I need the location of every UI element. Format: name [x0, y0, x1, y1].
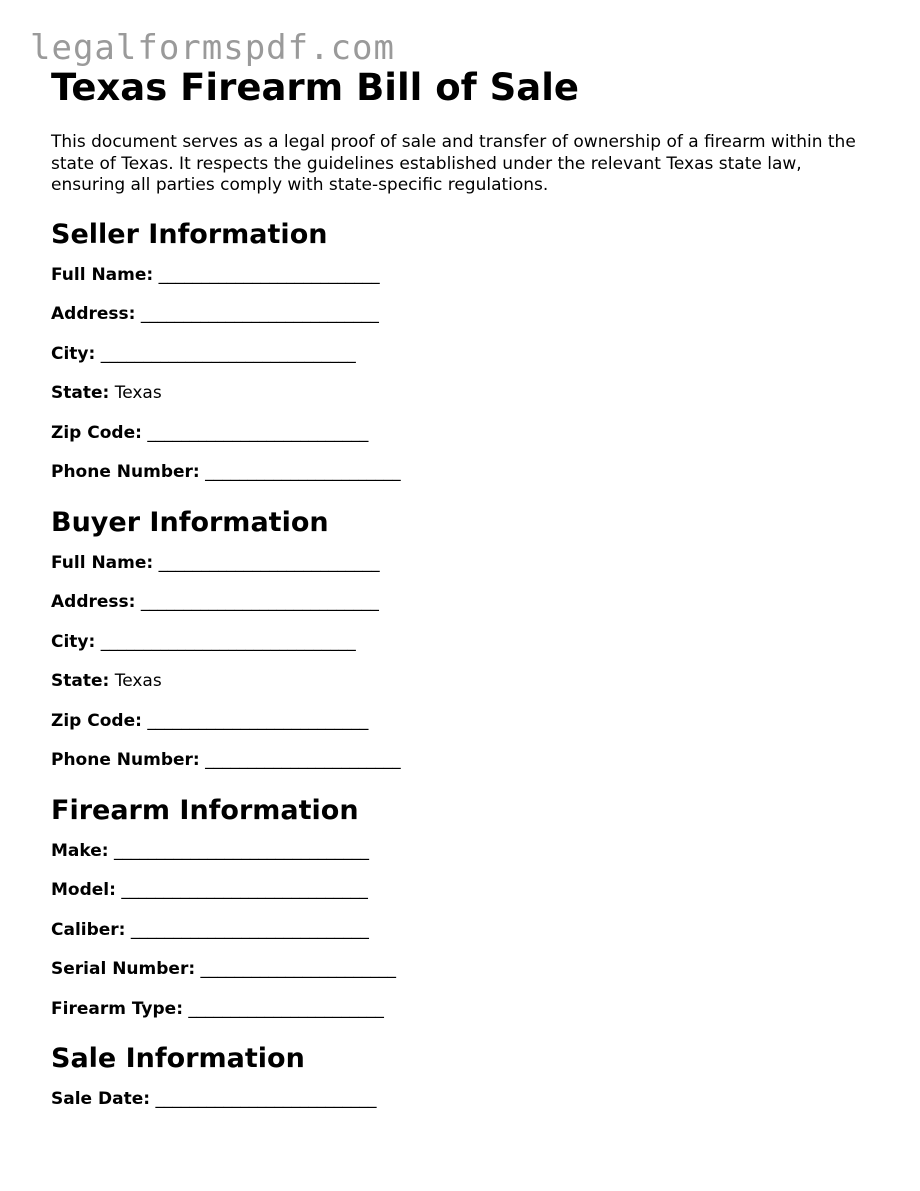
- field-sale-date: [51, 1080, 861, 1120]
- fill-in-blank[interactable]: _______________________: [205, 750, 401, 770]
- field-city: [51, 623, 861, 663]
- field-label: State:: [51, 383, 110, 403]
- section-heading: Firearm Information: [51, 794, 359, 826]
- fill-in-blank[interactable]: ______________________________: [100, 631, 356, 652]
- field-label: Full Name:: [51, 264, 154, 285]
- field-caliber: [51, 911, 861, 951]
- fill-in-blank[interactable]: ______________________________: [100, 343, 356, 364]
- field-label: Serial Number:: [51, 959, 196, 979]
- field-label: Zip Code:: [51, 422, 142, 443]
- section-heading: Sale Information: [51, 1043, 305, 1074]
- section-heading: Buyer Information: [51, 506, 329, 538]
- fill-in-blank[interactable]: _______________________: [205, 462, 401, 482]
- section-sale-information: [51, 1042, 861, 1120]
- fill-in-blank[interactable]: __________________________: [147, 422, 369, 443]
- field-list: [51, 832, 861, 1030]
- field-address: [51, 583, 861, 623]
- field-state: [51, 662, 861, 702]
- fill-in-blank[interactable]: ____________________________: [140, 304, 379, 324]
- field-make: [51, 832, 861, 872]
- field-label: Model:: [51, 880, 116, 900]
- fill-in-blank[interactable]: _______________________: [188, 998, 384, 1019]
- section-seller-information: [51, 218, 861, 493]
- document-title: Texas Firearm Bill of Sale: [51, 66, 580, 109]
- field-list: [51, 1080, 861, 1120]
- field-label: Make:: [51, 840, 109, 861]
- fill-in-blank[interactable]: ______________________________: [113, 840, 369, 861]
- field-full-name: [51, 256, 861, 296]
- section-firearm-information: [51, 794, 861, 1030]
- document-body: [51, 66, 861, 1120]
- field-label: City:: [51, 631, 96, 652]
- field-label: Address:: [51, 592, 136, 612]
- fill-in-blank[interactable]: __________________________: [147, 710, 369, 731]
- field-label: City:: [51, 343, 96, 364]
- field-address: [51, 295, 861, 335]
- fill-in-blank[interactable]: ____________________________: [140, 592, 379, 612]
- section-heading: Seller Information: [51, 218, 328, 250]
- fill-in-blank[interactable]: __________________________: [158, 264, 380, 285]
- section-buyer-information: [51, 506, 861, 781]
- field-label: Phone Number:: [51, 462, 200, 482]
- field-list: [51, 544, 861, 781]
- field-value: Texas: [114, 383, 162, 403]
- field-value: Texas: [114, 671, 162, 691]
- field-phone-number: [51, 741, 861, 781]
- field-label: Phone Number:: [51, 750, 200, 770]
- field-model: [51, 871, 861, 911]
- field-zip-code: [51, 702, 861, 742]
- field-full-name: [51, 544, 861, 584]
- form-sections: [51, 218, 861, 1120]
- watermark: legalformspdf.com: [30, 28, 395, 68]
- field-label: Sale Date:: [51, 1089, 151, 1109]
- fill-in-blank[interactable]: _______________________: [200, 959, 397, 979]
- field-label: State:: [51, 671, 110, 691]
- field-label: Full Name:: [51, 552, 154, 573]
- field-firearm-type: [51, 990, 861, 1030]
- fill-in-blank[interactable]: __________________________: [158, 552, 380, 573]
- field-serial-number: [51, 950, 861, 990]
- fill-in-blank[interactable]: __________________________: [155, 1089, 377, 1109]
- intro-paragraph: This document serves as a legal proof of sale and transfer of ownership of a firearm within the state of Texas. It respects the guidelines established under the relevant Texas state law, ensuring all parties comply with state-specific regulations.: [51, 132, 856, 195]
- field-state: [51, 374, 861, 414]
- field-city: [51, 335, 861, 375]
- field-phone-number: [51, 453, 861, 493]
- fill-in-blank[interactable]: _____________________________: [121, 880, 368, 900]
- field-zip-code: [51, 414, 861, 454]
- field-label: Zip Code:: [51, 710, 142, 731]
- field-label: Caliber:: [51, 919, 126, 940]
- field-label: Firearm Type:: [51, 998, 183, 1019]
- field-list: [51, 256, 861, 493]
- field-label: Address:: [51, 304, 136, 324]
- fill-in-blank[interactable]: ____________________________: [130, 919, 369, 940]
